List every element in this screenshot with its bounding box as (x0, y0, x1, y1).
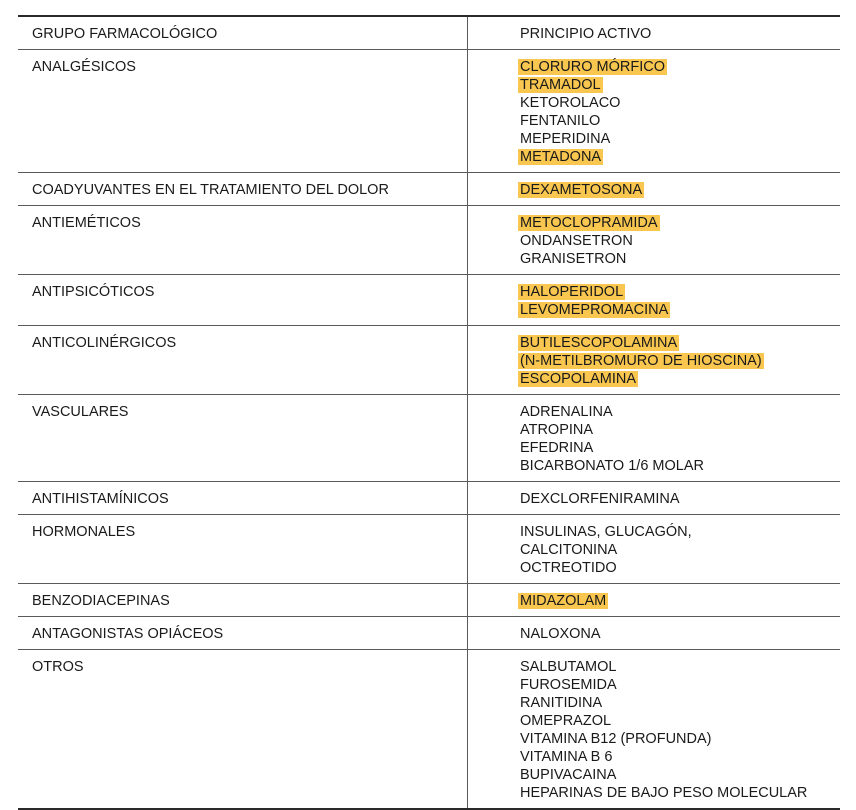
drug-item (520, 403, 840, 421)
drug-item (520, 232, 840, 250)
drug-item (520, 457, 840, 475)
drug-name: CALCITONINA (520, 542, 618, 558)
header-principio-activo: PRINCIPIO ACTIVO (520, 26, 652, 42)
drug-item-highlighted (520, 283, 840, 301)
table-row (18, 326, 840, 395)
drug-item-highlighted (520, 352, 840, 370)
drugs-cell (468, 515, 840, 583)
drug-name: OMEPRAZOL (520, 713, 612, 729)
drug-name: NALOXONA (520, 626, 601, 642)
drug-name: CLORURO MÓRFICO (520, 59, 665, 75)
drug-name: FENTANILO (520, 113, 601, 129)
drug-item-highlighted (520, 76, 840, 94)
drugs-cell (468, 173, 840, 205)
drug-name: INSULINAS, GLUCAGÓN, (520, 524, 692, 540)
drug-item-highlighted (520, 148, 840, 166)
drug-name: FUROSEMIDA (520, 677, 617, 693)
group-cell: BENZODIACEPINAS (18, 584, 468, 616)
drug-name: DEXCLORFENIRAMINA (520, 491, 680, 507)
drug-name: MEPERIDINA (520, 131, 611, 147)
drugs-cell (468, 584, 840, 616)
drug-name: (N-METILBROMURO DE HIOSCINA) (520, 353, 762, 369)
drug-name: VITAMINA B12 (PROFUNDA) (520, 731, 712, 747)
drug-item-highlighted (520, 334, 840, 352)
table-row (18, 584, 840, 617)
drug-name: BUTILESCOPOLAMINA (520, 335, 678, 351)
drug-name: MIDAZOLAM (520, 593, 607, 609)
drug-name: GRANISETRON (520, 251, 627, 267)
drug-name: HEPARINAS DE BAJO PESO MOLECULAR (520, 785, 808, 801)
drug-name: METADONA (520, 149, 602, 165)
drug-name: VITAMINA B 6 (520, 749, 613, 765)
header-grupo-farmacologico: GRUPO FARMACOLÓGICO (18, 17, 468, 49)
drug-name: HALOPERIDOL (520, 284, 624, 300)
drug-item (520, 421, 840, 439)
drug-item (520, 112, 840, 130)
table-row (18, 50, 840, 173)
group-cell: ANTAGONISTAS OPIÁCEOS (18, 617, 468, 649)
drug-name: SALBUTAMOL (520, 659, 617, 675)
table-row (18, 515, 840, 584)
drugs-cell (468, 482, 840, 514)
drugs-cell (468, 275, 840, 325)
drug-item (520, 250, 840, 268)
drug-item (520, 712, 840, 730)
group-cell: ANTIHISTAMÍNICOS (18, 482, 468, 514)
drug-item (520, 766, 840, 784)
drug-item (520, 94, 840, 112)
drug-name: RANITIDINA (520, 695, 603, 711)
table-body (18, 50, 840, 808)
drug-item (520, 784, 840, 802)
drug-item (520, 490, 840, 508)
group-cell: HORMONALES (18, 515, 468, 583)
table-row (18, 275, 840, 326)
drug-item-highlighted (520, 301, 840, 319)
group-cell: ANTICOLINÉRGICOS (18, 326, 468, 394)
table-row (18, 395, 840, 482)
drug-name: DEXAMETOSONA (520, 182, 643, 198)
drug-table (18, 15, 840, 810)
drug-item (520, 625, 840, 643)
drug-item (520, 676, 840, 694)
drugs-cell (468, 326, 840, 394)
drug-item (520, 439, 840, 457)
drug-item (520, 694, 840, 712)
drug-name: ONDANSETRON (520, 233, 633, 249)
drug-item-highlighted (520, 214, 840, 232)
drug-name: METOCLOPRAMIDA (520, 215, 658, 231)
drug-name: LEVOMEPROMACINA (520, 302, 669, 318)
group-cell: OTROS (18, 650, 468, 808)
drug-item-highlighted (520, 181, 840, 199)
drug-name: KETOROLACO (520, 95, 621, 111)
drug-name: TRAMADOL (520, 77, 601, 93)
drugs-cell (468, 650, 840, 808)
drug-item (520, 658, 840, 676)
group-cell: ANTIPSICÓTICOS (18, 275, 468, 325)
drug-name: BICARBONATO 1/6 MOLAR (520, 458, 704, 474)
drugs-cell (468, 617, 840, 649)
drug-name: BUPIVACAINA (520, 767, 617, 783)
drugs-cell (468, 50, 840, 172)
table-header-row (18, 17, 840, 50)
drug-item-highlighted (520, 592, 840, 610)
drugs-cell (468, 395, 840, 481)
drug-item (520, 559, 840, 577)
drug-name: EFEDRINA (520, 440, 594, 456)
table-row (18, 173, 840, 206)
drug-item (520, 541, 840, 559)
drug-item-highlighted (520, 58, 840, 76)
table-row (18, 206, 840, 275)
drug-name: ADRENALINA (520, 404, 613, 420)
table-row (18, 650, 840, 808)
drug-name: ATROPINA (520, 422, 594, 438)
drug-item (520, 130, 840, 148)
drug-name: OCTREOTIDO (520, 560, 617, 576)
drug-name: ESCOPOLAMINA (520, 371, 637, 387)
group-cell: VASCULARES (18, 395, 468, 481)
drugs-cell (468, 206, 840, 274)
table-row (18, 482, 840, 515)
drug-item (520, 748, 840, 766)
group-cell: ANALGÉSICOS (18, 50, 468, 172)
group-cell: ANTIEMÉTICOS (18, 206, 468, 274)
group-cell: COADYUVANTES EN EL TRATAMIENTO DEL DOLOR (18, 173, 468, 205)
drug-item (520, 523, 840, 541)
drug-item-highlighted (520, 370, 840, 388)
drug-item (520, 730, 840, 748)
table-row (18, 617, 840, 650)
